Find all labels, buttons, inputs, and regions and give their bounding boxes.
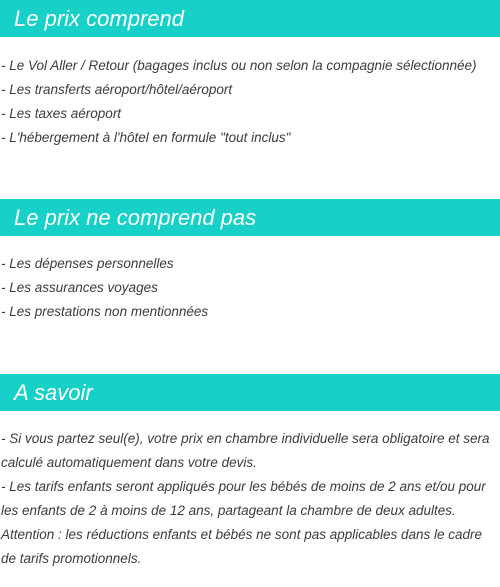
good-to-know-content xyxy=(0,427,500,571)
list-item: - L'hébergement à l'hôtel en formule "tout inclus" xyxy=(1,130,291,145)
list-item: - Les assurances voyages xyxy=(1,280,158,295)
section-price-excludes xyxy=(0,199,500,324)
list-item: - Les prestations non mentionnées xyxy=(1,304,209,319)
section-title-good-to-know: A savoir xyxy=(0,374,500,411)
notice-single-traveler: - Si vous partez seul(e), votre prix en chambre individuelle sera obligatoire et sera calculé automatiquement dans votre devis. xyxy=(1,431,490,470)
list-item: - Les dépenses personnelles xyxy=(1,256,174,271)
list-item: - Le Vol Aller / Retour (bagages inclus ou non selon la compagnie sélectionnée) xyxy=(1,58,477,73)
list-item: - Les taxes aéroport xyxy=(1,106,122,121)
section-price-includes xyxy=(0,0,500,150)
notice-promo-warning: Attention : les réductions enfants et bébés ne sont pas applicables dans le cadre de tarifs promotionnels. xyxy=(1,527,483,566)
price-excludes-list xyxy=(0,252,500,324)
section-good-to-know xyxy=(0,374,500,571)
list-item: - Les transferts aéroport/hôtel/aéroport xyxy=(1,82,233,97)
price-includes-list xyxy=(0,54,500,150)
notice-child-rates: - Les tarifs enfants seront appliqués pour les bébés de moins de 2 ans et/ou pour les enfants de 2 à moins de 12 ans, partageant la chambre de deux adultes. xyxy=(1,479,486,518)
section-title-price-includes: Le prix comprend xyxy=(0,0,500,37)
section-title-price-excludes: Le prix ne comprend pas xyxy=(0,199,500,236)
